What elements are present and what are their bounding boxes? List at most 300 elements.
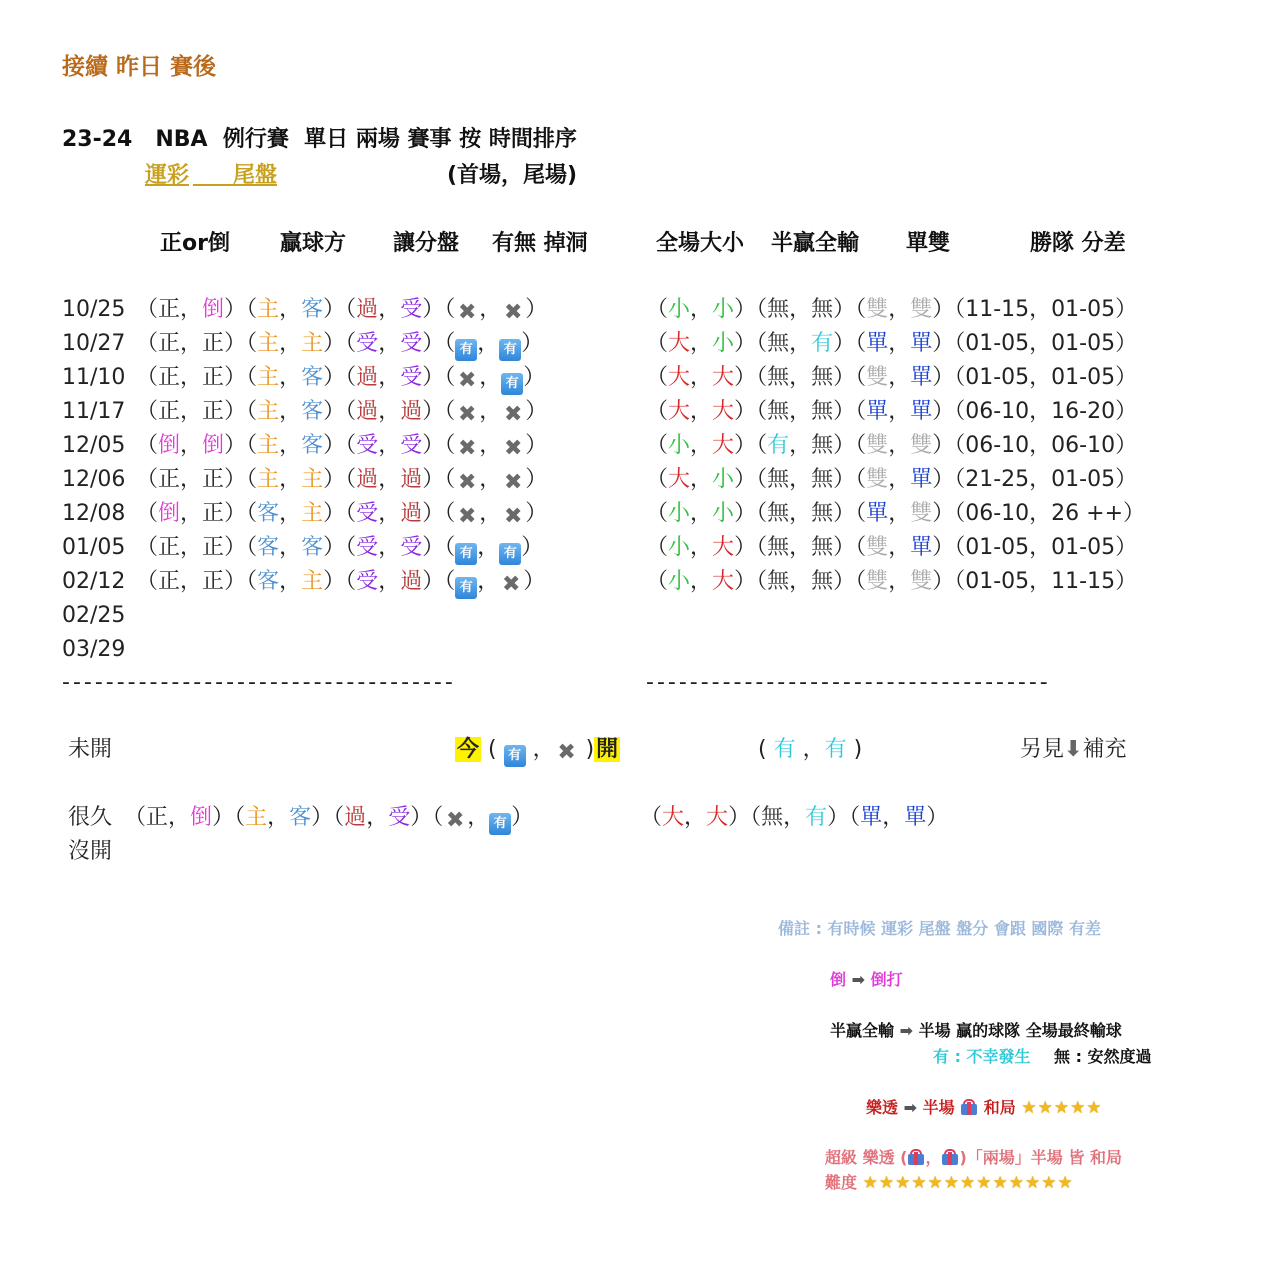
paren-open: （	[444, 535, 456, 560]
table-row-right	[646, 395, 1137, 429]
paren-close: ）	[224, 399, 247, 424]
paren-close: ）	[1115, 467, 1138, 492]
overunder-value: 大	[668, 467, 691, 492]
paren-open: （	[954, 535, 966, 560]
note-super	[825, 1145, 1122, 1168]
paren-close: ）	[734, 365, 757, 390]
overunder-value: 大	[668, 365, 691, 390]
halfwin-value: 無	[811, 501, 834, 526]
paren-close: ）	[932, 535, 955, 560]
you-square-icon: 有	[455, 339, 477, 361]
paren-open: （	[954, 365, 966, 390]
oddeven-value: 單	[910, 399, 933, 424]
paren-open: （	[855, 297, 867, 322]
table-row-right	[646, 361, 1137, 395]
paren-open: （	[136, 297, 159, 322]
paren-open: （	[646, 535, 669, 560]
oddeven-value: 雙	[866, 365, 889, 390]
paren-open: （	[246, 399, 258, 424]
order-note: (首場，尾場)	[447, 163, 578, 188]
winner-value: 客	[301, 399, 324, 424]
see-also[interactable]	[1020, 733, 1126, 767]
paren-open: （	[345, 569, 357, 594]
zhengdao-value: 倒	[202, 433, 225, 458]
note-hw-b: 半場 贏的球隊 全場最終輸球	[918, 1021, 1122, 1040]
table-row-left	[136, 395, 547, 429]
link-underline	[193, 158, 233, 186]
zhengdao-value: 正	[158, 569, 181, 594]
paren-open: （	[333, 805, 345, 830]
paren-close: ）	[422, 433, 445, 458]
you-square-icon: 有	[455, 577, 477, 599]
oddeven-value: 雙	[910, 569, 933, 594]
multiplication-x-icon: ✖	[504, 470, 523, 495]
paren-close: ）	[734, 535, 757, 560]
winner-value: 客	[301, 433, 324, 458]
paren-close: ）	[212, 805, 235, 830]
paren-open: （	[432, 805, 444, 830]
table-row-left	[136, 361, 545, 395]
col-head-zhengdao: 正or倒	[160, 231, 230, 256]
paren-open: （	[646, 433, 669, 458]
comma: ，	[378, 297, 401, 322]
multiplication-x-icon: ✖	[504, 504, 523, 529]
halfwin-value: 有	[811, 331, 834, 356]
multiplication-x-icon: ✖	[504, 300, 523, 325]
oddeven-value: 單	[860, 805, 883, 830]
paren-close: ）	[734, 399, 757, 424]
comma: ，	[690, 569, 713, 594]
paren-close: ）	[323, 433, 346, 458]
comma: ，	[378, 433, 401, 458]
comma: ，	[378, 535, 401, 560]
comma: ，	[479, 365, 502, 390]
you-square-icon: 有	[501, 373, 523, 395]
margin-value: 06-10，26 ++	[965, 501, 1124, 526]
comma: ，	[888, 467, 911, 492]
table-row-left	[136, 565, 545, 599]
halfwin-value: 無	[767, 569, 790, 594]
table-row-date: 02/12	[62, 569, 126, 594]
comma: ，	[279, 501, 302, 526]
margin-value: 21-25，01-05	[965, 467, 1116, 492]
paren-close: ）	[833, 569, 856, 594]
col-head-spread: 讓分盤	[393, 231, 460, 256]
paren-open: （	[954, 331, 966, 356]
zhengdao-value: 正	[202, 365, 225, 390]
table-row-date: 01/05	[62, 535, 126, 560]
paren-open: （	[646, 297, 669, 322]
spread-value: 過	[344, 805, 367, 830]
comma: ，	[789, 467, 812, 492]
spread-value: 過	[356, 467, 379, 492]
table-row-left	[136, 429, 547, 463]
spread-value: 過	[400, 467, 423, 492]
winner-value: 客	[257, 569, 280, 594]
paren-close: ）	[734, 569, 757, 594]
halfwin-value: 無	[761, 805, 784, 830]
comma: ，	[690, 433, 713, 458]
table-row-left	[136, 497, 547, 531]
oddeven-value: 雙	[910, 501, 933, 526]
table-row-date: 10/27	[62, 331, 126, 356]
comma: ，	[888, 399, 911, 424]
comma: ，	[279, 569, 302, 594]
paren-close: ）	[1115, 365, 1138, 390]
paren-open: （	[646, 331, 669, 356]
spread-value: 過	[400, 399, 423, 424]
winner-value: 主	[257, 297, 280, 322]
paren-open: （	[855, 501, 867, 526]
table-row-left	[136, 531, 543, 565]
comma: ，	[690, 331, 713, 356]
table-row-date: 11/10	[62, 365, 126, 390]
halfwin-value: 無	[811, 297, 834, 322]
paren-close: ）	[1115, 535, 1138, 560]
long-ago-label: 很久	[68, 805, 113, 830]
paren-open: （	[646, 467, 669, 492]
paren-open: （	[136, 501, 159, 526]
multiplication-x-icon: ✖	[446, 808, 465, 833]
comma: ，	[479, 433, 502, 458]
paren-open: （	[756, 535, 768, 560]
paren-close: ）	[932, 297, 955, 322]
you-square-icon: 有	[489, 813, 511, 835]
gift-icon	[907, 1149, 925, 1165]
paren-close: ）	[833, 297, 856, 322]
table-row-right	[646, 497, 1145, 531]
zhengdao-value: 正	[158, 331, 181, 356]
comma: ，	[479, 501, 502, 526]
paren-open: （	[756, 399, 768, 424]
paren-close: ）	[422, 467, 445, 492]
winner-value: 主	[257, 399, 280, 424]
paren-open: （	[246, 365, 258, 390]
overunder-value: 大	[668, 331, 691, 356]
paren-close: ）	[833, 399, 856, 424]
oddeven-value: 雙	[910, 433, 933, 458]
paren-open: （	[855, 433, 867, 458]
multiplication-x-icon: ✖	[458, 368, 477, 393]
spread-value: 過	[400, 501, 423, 526]
winner-value: 客	[301, 535, 324, 560]
paren-close: ）	[1115, 331, 1138, 356]
winner-value: 主	[245, 805, 268, 830]
section-title: 接續 昨日 賽後	[62, 54, 217, 80]
spread-value: 受	[356, 433, 379, 458]
halfwin-value: 無	[811, 433, 834, 458]
winner-value: 主	[257, 467, 280, 492]
table-row-left	[136, 293, 547, 327]
paren-close: ）	[932, 433, 955, 458]
zhengdao-value: 正	[158, 467, 181, 492]
comma: ，	[477, 569, 500, 594]
overunder-value: 小	[668, 569, 691, 594]
unopened-yw-2: 有	[824, 737, 847, 762]
winner-value: 主	[257, 365, 280, 390]
paren-close: ）	[1115, 297, 1138, 322]
paren-open: （	[136, 467, 159, 492]
divider-right: -------------------------------------	[646, 670, 1051, 695]
halfwin-value: 無	[811, 467, 834, 492]
table-row-date: 10/25	[62, 297, 126, 322]
spread-value: 過	[400, 569, 423, 594]
halfwin-value: 無	[767, 365, 790, 390]
paren-open: （	[750, 805, 762, 830]
paren-close: ）	[323, 535, 346, 560]
comma: ，	[378, 331, 401, 356]
oddeven-value: 雙	[866, 467, 889, 492]
table-row-right	[646, 531, 1137, 565]
paren-open: （	[954, 569, 966, 594]
comma: ，	[690, 535, 713, 560]
winner-value: 客	[257, 535, 280, 560]
spread-value: 受	[400, 297, 423, 322]
comma: ，	[279, 331, 302, 356]
comma: ，	[279, 433, 302, 458]
unopened-halfwin: ( 有 ，有 )	[758, 737, 863, 762]
paren-open: （	[756, 331, 768, 356]
comma: ，	[789, 569, 812, 594]
paren-open: （	[954, 501, 966, 526]
comma: ，	[789, 365, 812, 390]
multiplication-x-icon: ✖	[458, 470, 477, 495]
paren-open: （	[136, 569, 159, 594]
paren-open: （	[246, 569, 258, 594]
paren-close: ）	[734, 467, 757, 492]
paren-close: ）	[833, 467, 856, 492]
paren-close: ）	[932, 569, 955, 594]
paren-open: （	[345, 467, 357, 492]
spread-value: 受	[400, 331, 423, 356]
multiplication-x-icon: ✖	[504, 402, 523, 427]
comma: ，	[180, 501, 203, 526]
note-wu: 無 : 安然度過	[1054, 1047, 1152, 1066]
col-head-margin: 勝隊 分差	[1030, 231, 1126, 256]
paren-open: （	[246, 467, 258, 492]
paren-close: ）	[734, 501, 757, 526]
comma: ，	[180, 297, 203, 322]
long-ago-left	[124, 801, 533, 835]
paren-open: （	[646, 569, 669, 594]
halfwin-value: 無	[767, 331, 790, 356]
paren-open: （	[954, 399, 966, 424]
paren-open: （	[444, 365, 456, 390]
overunder-value: 大	[706, 805, 729, 830]
paren-close: ）	[728, 805, 751, 830]
paren-open: （	[234, 805, 246, 830]
oddeven-value: 單	[910, 331, 933, 356]
paren-close: ）	[224, 569, 247, 594]
comma: ，	[477, 535, 500, 560]
comma: ，	[690, 501, 713, 526]
paren-close: ）	[932, 501, 955, 526]
table-row-date: 11/17	[62, 399, 126, 424]
paren-open: （	[756, 569, 768, 594]
comma: ，	[888, 535, 911, 560]
note-you: 有 : 不幸發生	[933, 1047, 1031, 1066]
paren-open: （	[345, 501, 357, 526]
paren-close: ）	[422, 365, 445, 390]
paren-close: ）	[323, 399, 346, 424]
comma: ，	[168, 805, 191, 830]
zhengdao-value: 正	[146, 805, 169, 830]
table-row-right	[646, 429, 1137, 463]
link-weipan[interactable]: 尾盤	[233, 163, 278, 188]
overunder-value: 小	[668, 433, 691, 458]
paren-open: （	[855, 399, 867, 424]
paren-open: （	[756, 501, 768, 526]
table-row-date: 12/05	[62, 433, 126, 458]
paren-open: （	[136, 535, 159, 560]
overunder-value: 大	[712, 399, 735, 424]
paren-open: （	[646, 399, 669, 424]
winner-value: 主	[257, 331, 280, 356]
paren-close: ）	[323, 501, 346, 526]
comma: ，	[789, 501, 812, 526]
winner-value: 主	[301, 467, 324, 492]
zhengdao-value: 倒	[158, 501, 181, 526]
comma: ，	[789, 399, 812, 424]
halfwin-value: 無	[767, 399, 790, 424]
paren-open: （	[246, 535, 258, 560]
table-row-left	[136, 463, 547, 497]
overunder-value: 大	[712, 569, 735, 594]
col-head-halfwin: 半贏全輸	[771, 231, 860, 256]
comma: ，	[467, 805, 490, 830]
paren-close: ）	[827, 805, 850, 830]
margin-value: 06-10，16-20	[965, 399, 1116, 424]
zhengdao-value: 倒	[190, 805, 213, 830]
overunder-value: 小	[668, 535, 691, 560]
halfwin-value: 無	[811, 535, 834, 560]
link-yuncai[interactable]: 運彩	[145, 163, 190, 188]
paren-open: （	[345, 297, 357, 322]
paren-close: ）	[1115, 399, 1138, 424]
you-square-icon: 有	[504, 745, 526, 767]
spread-value: 過	[356, 297, 379, 322]
oddeven-value: 單	[904, 805, 927, 830]
paren-close: ）	[422, 569, 445, 594]
comma: ，	[279, 399, 302, 424]
oddeven-value: 單	[866, 331, 889, 356]
comma: ，	[378, 467, 401, 492]
you-square-icon: 有	[499, 339, 521, 361]
paren-open: （	[444, 569, 456, 594]
multiplication-x-icon: ✖	[458, 300, 477, 325]
paren-open: （	[646, 501, 669, 526]
comma: ，	[180, 399, 203, 424]
col-head-hole: 有無 掉洞	[492, 231, 588, 256]
note-dao-b: 倒打	[870, 970, 903, 989]
paren-open: （	[345, 365, 357, 390]
overunder-value: 大	[668, 399, 691, 424]
comma: ，	[690, 467, 713, 492]
zhengdao-value: 正	[202, 399, 225, 424]
overunder-value: 大	[712, 535, 735, 560]
spread-value: 受	[400, 365, 423, 390]
today-highlight: 今	[457, 737, 480, 762]
paren-open: （	[954, 297, 966, 322]
paren-open: （	[954, 467, 966, 492]
winner-value: 客	[301, 297, 324, 322]
multiplication-x-icon: ✖	[458, 504, 477, 529]
halfwin-value: 無	[767, 501, 790, 526]
margin-value: 06-10，06-10	[965, 433, 1116, 458]
unopened-hole: 今 ( 有 ， ✖ )開	[457, 737, 619, 765]
comma: ，	[888, 331, 911, 356]
zhengdao-value: 正	[202, 535, 225, 560]
paren-open: （	[444, 467, 456, 492]
paren-close: ）	[323, 331, 346, 356]
note-lt-a: 樂透	[866, 1098, 899, 1117]
paren-close: ）	[224, 501, 247, 526]
paren-open: （	[756, 467, 768, 492]
comma: ，	[279, 365, 302, 390]
winner-value: 客	[301, 365, 324, 390]
overunder-value: 大	[712, 433, 735, 458]
winner-value: 主	[301, 501, 324, 526]
paren-close: ）	[734, 433, 757, 458]
comma: ，	[267, 805, 290, 830]
halfwin-value: 無	[767, 467, 790, 492]
overunder-value: 小	[668, 501, 691, 526]
paren-open: （	[756, 365, 768, 390]
overunder-value: 小	[668, 297, 691, 322]
oddeven-value: 單	[910, 467, 933, 492]
winner-value: 客	[289, 805, 312, 830]
comma: ，	[690, 399, 713, 424]
paren-close: ）	[1115, 433, 1138, 458]
zhengdao-value: 正	[158, 297, 181, 322]
overunder-value: 小	[712, 501, 735, 526]
comma: ，	[180, 331, 203, 356]
right-arrow-icon: ➡	[851, 970, 865, 989]
col-head-oddeven: 單雙	[906, 231, 951, 256]
remark: 備註 : 有時候 運彩 尾盤 盤分 會跟 國際 有差	[778, 919, 1101, 938]
paren-close: ）	[323, 467, 346, 492]
col-head-winner: 贏球方	[280, 231, 347, 256]
paren-close: ）	[422, 331, 445, 356]
paren-open: （	[246, 501, 258, 526]
comma: ，	[180, 433, 203, 458]
comma: ，	[279, 297, 302, 322]
paren-close: ）	[734, 297, 757, 322]
comma: ，	[366, 805, 389, 830]
oddeven-value: 雙	[866, 569, 889, 594]
comma: ，	[789, 535, 812, 560]
comma: ，	[180, 535, 203, 560]
note-halfwin	[830, 1018, 1122, 1041]
paren-close: ）	[932, 399, 955, 424]
spread-value: 受	[356, 535, 379, 560]
paren-close: ）	[323, 569, 346, 594]
overunder-value: 小	[712, 467, 735, 492]
note-dao-a: 倒	[830, 970, 847, 989]
paren-close: ）	[323, 297, 346, 322]
paren-open: （	[345, 331, 357, 356]
oddeven-value: 雙	[866, 535, 889, 560]
paren-close: ）	[932, 365, 955, 390]
paren-close: ）	[422, 399, 445, 424]
star-rating-13: ★★★★★★★★★★★★★	[862, 1173, 1074, 1193]
long-ago-right	[640, 801, 948, 835]
winner-value: 主	[301, 331, 324, 356]
paren-close: ）	[734, 331, 757, 356]
star-rating-5: ★★★★★	[1021, 1098, 1103, 1118]
paren-open: （	[345, 399, 357, 424]
zhengdao-value: 正	[202, 569, 225, 594]
